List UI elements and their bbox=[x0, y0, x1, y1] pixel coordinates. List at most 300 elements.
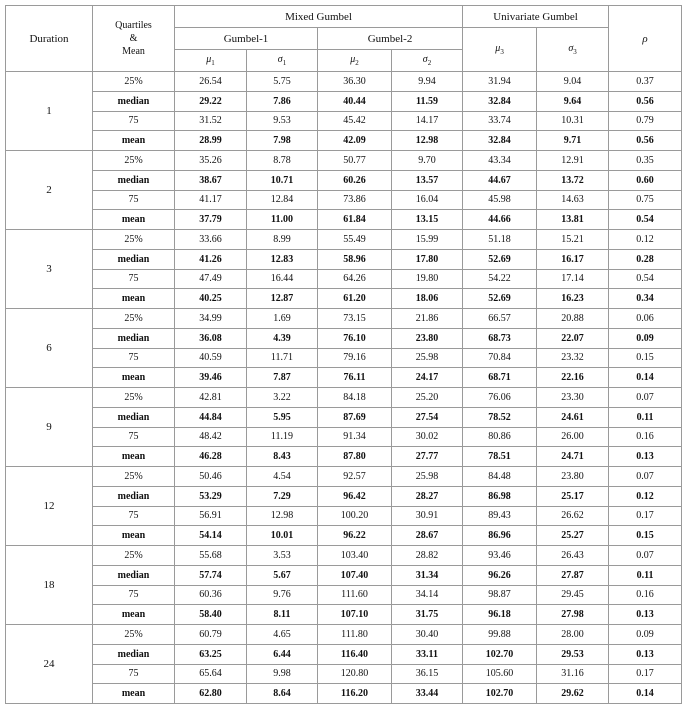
statistic-label: mean bbox=[93, 447, 175, 467]
sigma2-header: $\sigma_2$ bbox=[392, 50, 463, 72]
mu3-cell: 52.69 bbox=[463, 249, 537, 269]
table-row bbox=[6, 625, 682, 645]
sigma2-cell: 33.44 bbox=[392, 684, 463, 704]
mu2-cell: 58.96 bbox=[318, 249, 392, 269]
table-row bbox=[6, 210, 682, 230]
mu2-cell: 64.26 bbox=[318, 269, 392, 289]
mu3-cell: 33.74 bbox=[463, 111, 537, 131]
sigma2-cell: 30.02 bbox=[392, 427, 463, 447]
duration-cell: 2 bbox=[6, 151, 93, 230]
mu2-cell: 91.34 bbox=[318, 427, 392, 447]
table-row bbox=[6, 249, 682, 269]
table-row bbox=[6, 91, 682, 111]
table-row bbox=[6, 526, 682, 546]
mu2-cell: 92.57 bbox=[318, 467, 392, 487]
sigma3-cell: 10.31 bbox=[537, 111, 609, 131]
univariate-gumbel-header: Univariate Gumbel bbox=[463, 6, 609, 28]
rho-cell: 0.54 bbox=[609, 269, 682, 289]
mu3-cell: 44.66 bbox=[463, 210, 537, 230]
quartiles-mean-header: Quartiles & Mean bbox=[93, 6, 175, 72]
rho-cell: 0.12 bbox=[609, 230, 682, 250]
statistic-label: 25% bbox=[93, 72, 175, 92]
sigma2-cell: 24.17 bbox=[392, 368, 463, 388]
statistic-label: 75 bbox=[93, 506, 175, 526]
sigma2-cell: 30.91 bbox=[392, 506, 463, 526]
mu1-cell: 63.25 bbox=[175, 644, 247, 664]
mu2-cell: 60.26 bbox=[318, 170, 392, 190]
mu2-cell: 84.18 bbox=[318, 388, 392, 408]
mu3-cell: 102.70 bbox=[463, 684, 537, 704]
sigma1-cell: 7.98 bbox=[247, 131, 318, 151]
sigma2-cell: 31.75 bbox=[392, 605, 463, 625]
sigma3-cell: 22.07 bbox=[537, 328, 609, 348]
statistic-label: median bbox=[93, 644, 175, 664]
mu2-cell: 100.20 bbox=[318, 506, 392, 526]
rho-cell: 0.13 bbox=[609, 644, 682, 664]
mu2-cell: 107.10 bbox=[318, 605, 392, 625]
sigma3-cell: 24.61 bbox=[537, 407, 609, 427]
mu3-cell: 86.98 bbox=[463, 486, 537, 506]
mu1-cell: 41.26 bbox=[175, 249, 247, 269]
rho-cell: 0.17 bbox=[609, 506, 682, 526]
mu1-cell: 50.46 bbox=[175, 467, 247, 487]
sigma1-cell: 4.65 bbox=[247, 625, 318, 645]
table-row bbox=[6, 230, 682, 250]
mu1-cell: 62.80 bbox=[175, 684, 247, 704]
table-row bbox=[6, 506, 682, 526]
mu2-cell: 116.40 bbox=[318, 644, 392, 664]
mu2-header: $\mu_2$ bbox=[318, 50, 392, 72]
statistic-label: mean bbox=[93, 131, 175, 151]
mu1-cell: 36.08 bbox=[175, 328, 247, 348]
mu2-cell: 107.40 bbox=[318, 565, 392, 585]
mu1-cell: 31.52 bbox=[175, 111, 247, 131]
sigma1-cell: 4.54 bbox=[247, 467, 318, 487]
statistic-label: median bbox=[93, 91, 175, 111]
rho-cell: 0.11 bbox=[609, 565, 682, 585]
sigma1-cell: 10.01 bbox=[247, 526, 318, 546]
sigma1-cell: 11.19 bbox=[247, 427, 318, 447]
sigma3-cell: 12.91 bbox=[537, 151, 609, 171]
mu3-cell: 99.88 bbox=[463, 625, 537, 645]
duration-cell: 18 bbox=[6, 546, 93, 625]
duration-cell: 6 bbox=[6, 309, 93, 388]
mu1-cell: 40.25 bbox=[175, 289, 247, 309]
mu3-cell: 93.46 bbox=[463, 546, 537, 566]
table-row bbox=[6, 111, 682, 131]
sigma1-cell: 8.43 bbox=[247, 447, 318, 467]
sigma3-cell: 9.64 bbox=[537, 91, 609, 111]
table-row bbox=[6, 565, 682, 585]
statistic-label: 75 bbox=[93, 190, 175, 210]
sigma2-cell: 19.80 bbox=[392, 269, 463, 289]
mu2-cell: 96.42 bbox=[318, 486, 392, 506]
table-row bbox=[6, 309, 682, 329]
sigma3-cell: 25.17 bbox=[537, 486, 609, 506]
table-row bbox=[6, 585, 682, 605]
mu1-header: $\mu_1$ bbox=[175, 50, 247, 72]
sigma2-cell: 34.14 bbox=[392, 585, 463, 605]
mu3-cell: 54.22 bbox=[463, 269, 537, 289]
sigma2-cell: 15.99 bbox=[392, 230, 463, 250]
mu3-cell: 96.18 bbox=[463, 605, 537, 625]
statistic-label: 75 bbox=[93, 427, 175, 447]
statistic-label: 25% bbox=[93, 546, 175, 566]
rho-cell: 0.60 bbox=[609, 170, 682, 190]
mu2-cell: 45.42 bbox=[318, 111, 392, 131]
mixed-gumbel-header: Mixed Gumbel bbox=[175, 6, 463, 28]
rho-cell: 0.09 bbox=[609, 625, 682, 645]
mu2-cell: 73.86 bbox=[318, 190, 392, 210]
sigma2-cell: 21.86 bbox=[392, 309, 463, 329]
mu1-cell: 44.84 bbox=[175, 407, 247, 427]
mu2-cell: 111.60 bbox=[318, 585, 392, 605]
mu3-cell: 70.84 bbox=[463, 348, 537, 368]
sigma2-cell: 18.06 bbox=[392, 289, 463, 309]
sigma1-cell: 7.86 bbox=[247, 91, 318, 111]
rho-cell: 0.56 bbox=[609, 91, 682, 111]
sigma2-cell: 23.80 bbox=[392, 328, 463, 348]
sigma3-cell: 25.27 bbox=[537, 526, 609, 546]
mu1-cell: 60.36 bbox=[175, 585, 247, 605]
statistic-label: median bbox=[93, 170, 175, 190]
statistic-label: 75 bbox=[93, 111, 175, 131]
rho-cell: 0.28 bbox=[609, 249, 682, 269]
sigma1-cell: 10.71 bbox=[247, 170, 318, 190]
rho-cell: 0.17 bbox=[609, 664, 682, 684]
sigma3-cell: 23.80 bbox=[537, 467, 609, 487]
sigma2-cell: 28.82 bbox=[392, 546, 463, 566]
rho-cell: 0.35 bbox=[609, 151, 682, 171]
rho-cell: 0.09 bbox=[609, 328, 682, 348]
mu2-cell: 50.77 bbox=[318, 151, 392, 171]
sigma3-cell: 23.30 bbox=[537, 388, 609, 408]
table-row bbox=[6, 684, 682, 704]
statistic-label: 25% bbox=[93, 151, 175, 171]
statistic-label: median bbox=[93, 486, 175, 506]
mu1-cell: 46.28 bbox=[175, 447, 247, 467]
mu2-cell: 111.80 bbox=[318, 625, 392, 645]
statistic-label: median bbox=[93, 328, 175, 348]
rho-cell: 0.16 bbox=[609, 427, 682, 447]
table-row bbox=[6, 368, 682, 388]
sigma3-cell: 27.87 bbox=[537, 565, 609, 585]
duration-header: Duration bbox=[6, 6, 93, 72]
sigma1-cell: 5.67 bbox=[247, 565, 318, 585]
mu1-cell: 47.49 bbox=[175, 269, 247, 289]
mu1-cell: 53.29 bbox=[175, 486, 247, 506]
mu3-cell: 66.57 bbox=[463, 309, 537, 329]
mu3-cell: 80.86 bbox=[463, 427, 537, 447]
mu2-cell: 36.30 bbox=[318, 72, 392, 92]
mu3-cell: 102.70 bbox=[463, 644, 537, 664]
mu2-cell: 116.20 bbox=[318, 684, 392, 704]
rho-cell: 0.56 bbox=[609, 131, 682, 151]
mu1-cell: 33.66 bbox=[175, 230, 247, 250]
mu2-cell: 76.10 bbox=[318, 328, 392, 348]
mu2-cell: 55.49 bbox=[318, 230, 392, 250]
mu1-cell: 26.54 bbox=[175, 72, 247, 92]
table-row bbox=[6, 407, 682, 427]
sigma3-cell: 29.53 bbox=[537, 644, 609, 664]
sigma1-cell: 8.99 bbox=[247, 230, 318, 250]
sigma2-cell: 28.67 bbox=[392, 526, 463, 546]
sigma3-cell: 22.16 bbox=[537, 368, 609, 388]
mu2-cell: 79.16 bbox=[318, 348, 392, 368]
mu3-cell: 89.43 bbox=[463, 506, 537, 526]
gumbel1-header: Gumbel-1 bbox=[175, 28, 318, 50]
table-row bbox=[6, 605, 682, 625]
mu2-cell: 61.20 bbox=[318, 289, 392, 309]
sigma3-cell: 31.16 bbox=[537, 664, 609, 684]
rho-cell: 0.79 bbox=[609, 111, 682, 131]
sigma3-cell: 26.62 bbox=[537, 506, 609, 526]
statistic-label: 25% bbox=[93, 309, 175, 329]
mu1-cell: 38.67 bbox=[175, 170, 247, 190]
sigma2-cell: 33.11 bbox=[392, 644, 463, 664]
sigma2-cell: 13.15 bbox=[392, 210, 463, 230]
statistic-label: median bbox=[93, 565, 175, 585]
mu2-cell: 103.40 bbox=[318, 546, 392, 566]
duration-cell: 3 bbox=[6, 230, 93, 309]
mu1-cell: 54.14 bbox=[175, 526, 247, 546]
table-row bbox=[6, 289, 682, 309]
sigma1-cell: 6.44 bbox=[247, 644, 318, 664]
statistic-label: median bbox=[93, 407, 175, 427]
sigma1-cell: 11.00 bbox=[247, 210, 318, 230]
rho-cell: 0.07 bbox=[609, 467, 682, 487]
mu1-cell: 57.74 bbox=[175, 565, 247, 585]
mu3-cell: 96.26 bbox=[463, 565, 537, 585]
sigma1-cell: 12.87 bbox=[247, 289, 318, 309]
statistic-label: 25% bbox=[93, 625, 175, 645]
sigma1-cell: 4.39 bbox=[247, 328, 318, 348]
table-row bbox=[6, 427, 682, 447]
statistic-label: mean bbox=[93, 684, 175, 704]
table-row bbox=[6, 170, 682, 190]
sigma3-cell: 16.17 bbox=[537, 249, 609, 269]
rho-cell: 0.37 bbox=[609, 72, 682, 92]
sigma3-cell: 16.23 bbox=[537, 289, 609, 309]
table-row bbox=[6, 72, 682, 92]
rho-cell: 0.16 bbox=[609, 585, 682, 605]
mu2-cell: 87.69 bbox=[318, 407, 392, 427]
rho-header: ρ bbox=[609, 6, 682, 72]
sigma3-cell: 29.45 bbox=[537, 585, 609, 605]
duration-cell: 24 bbox=[6, 625, 93, 704]
mu2-cell: 120.80 bbox=[318, 664, 392, 684]
sigma2-cell: 28.27 bbox=[392, 486, 463, 506]
mu3-cell: 76.06 bbox=[463, 388, 537, 408]
sigma1-cell: 3.22 bbox=[247, 388, 318, 408]
sigma3-cell: 29.62 bbox=[537, 684, 609, 704]
mu1-cell: 39.46 bbox=[175, 368, 247, 388]
mu2-cell: 96.22 bbox=[318, 526, 392, 546]
sigma3-cell: 17.14 bbox=[537, 269, 609, 289]
sigma2-cell: 27.77 bbox=[392, 447, 463, 467]
mu3-header: $\mu_3$ bbox=[463, 28, 537, 72]
sigma2-cell: 12.98 bbox=[392, 131, 463, 151]
statistic-label: mean bbox=[93, 526, 175, 546]
duration-cell: 1 bbox=[6, 72, 93, 151]
rho-cell: 0.15 bbox=[609, 348, 682, 368]
table-row bbox=[6, 328, 682, 348]
rho-cell: 0.12 bbox=[609, 486, 682, 506]
statistic-label: mean bbox=[93, 289, 175, 309]
sigma1-cell: 11.71 bbox=[247, 348, 318, 368]
sigma2-cell: 31.34 bbox=[392, 565, 463, 585]
sigma3-cell: 26.43 bbox=[537, 546, 609, 566]
duration-cell: 12 bbox=[6, 467, 93, 546]
table-row bbox=[6, 644, 682, 664]
sigma3-cell: 26.00 bbox=[537, 427, 609, 447]
sigma1-cell: 12.83 bbox=[247, 249, 318, 269]
statistic-label: 75 bbox=[93, 269, 175, 289]
sigma1-header: $\sigma_1$ bbox=[247, 50, 318, 72]
mu3-cell: 84.48 bbox=[463, 467, 537, 487]
sigma3-cell: 27.98 bbox=[537, 605, 609, 625]
table-header bbox=[6, 6, 682, 72]
mu3-cell: 45.98 bbox=[463, 190, 537, 210]
table-row bbox=[6, 388, 682, 408]
mu1-cell: 65.64 bbox=[175, 664, 247, 684]
mu3-cell: 31.94 bbox=[463, 72, 537, 92]
mu3-cell: 51.18 bbox=[463, 230, 537, 250]
mu3-cell: 68.71 bbox=[463, 368, 537, 388]
statistic-label: 75 bbox=[93, 664, 175, 684]
statistic-label: median bbox=[93, 249, 175, 269]
mu2-cell: 73.15 bbox=[318, 309, 392, 329]
sigma2-cell: 25.98 bbox=[392, 467, 463, 487]
duration-cell: 9 bbox=[6, 388, 93, 467]
mu1-cell: 28.99 bbox=[175, 131, 247, 151]
sigma3-cell: 24.71 bbox=[537, 447, 609, 467]
sigma2-cell: 36.15 bbox=[392, 664, 463, 684]
mu3-cell: 78.51 bbox=[463, 447, 537, 467]
sigma1-cell: 5.95 bbox=[247, 407, 318, 427]
mu1-cell: 35.26 bbox=[175, 151, 247, 171]
rho-cell: 0.75 bbox=[609, 190, 682, 210]
sigma1-cell: 7.87 bbox=[247, 368, 318, 388]
mu1-cell: 48.42 bbox=[175, 427, 247, 447]
mu2-cell: 42.09 bbox=[318, 131, 392, 151]
table-row bbox=[6, 131, 682, 151]
statistic-label: 25% bbox=[93, 230, 175, 250]
sigma2-cell: 30.40 bbox=[392, 625, 463, 645]
sigma1-cell: 1.69 bbox=[247, 309, 318, 329]
sigma1-cell: 16.44 bbox=[247, 269, 318, 289]
sigma1-cell: 12.98 bbox=[247, 506, 318, 526]
sigma1-cell: 3.53 bbox=[247, 546, 318, 566]
rho-cell: 0.34 bbox=[609, 289, 682, 309]
statistic-label: mean bbox=[93, 210, 175, 230]
rho-cell: 0.13 bbox=[609, 447, 682, 467]
sigma1-cell: 9.98 bbox=[247, 664, 318, 684]
mu1-cell: 40.59 bbox=[175, 348, 247, 368]
mu3-cell: 52.69 bbox=[463, 289, 537, 309]
rho-cell: 0.14 bbox=[609, 368, 682, 388]
rho-cell: 0.07 bbox=[609, 546, 682, 566]
rho-cell: 0.13 bbox=[609, 605, 682, 625]
sigma3-header: $\sigma_3$ bbox=[537, 28, 609, 72]
rho-cell: 0.15 bbox=[609, 526, 682, 546]
sigma2-cell: 17.80 bbox=[392, 249, 463, 269]
statistic-label: mean bbox=[93, 605, 175, 625]
statistic-label: 25% bbox=[93, 388, 175, 408]
mu3-cell: 43.34 bbox=[463, 151, 537, 171]
table-row bbox=[6, 486, 682, 506]
gumbel-statistics-table bbox=[5, 5, 682, 704]
mu1-cell: 37.79 bbox=[175, 210, 247, 230]
gumbel2-header: Gumbel-2 bbox=[318, 28, 463, 50]
sigma3-cell: 13.81 bbox=[537, 210, 609, 230]
mu2-cell: 40.44 bbox=[318, 91, 392, 111]
mu3-cell: 98.87 bbox=[463, 585, 537, 605]
table-container bbox=[5, 5, 681, 704]
sigma2-cell: 25.98 bbox=[392, 348, 463, 368]
mu3-cell: 44.67 bbox=[463, 170, 537, 190]
rho-cell: 0.06 bbox=[609, 309, 682, 329]
sigma1-cell: 8.64 bbox=[247, 684, 318, 704]
rho-cell: 0.11 bbox=[609, 407, 682, 427]
table-row bbox=[6, 447, 682, 467]
sigma1-cell: 5.75 bbox=[247, 72, 318, 92]
table-row bbox=[6, 151, 682, 171]
sigma3-cell: 14.63 bbox=[537, 190, 609, 210]
sigma2-cell: 25.20 bbox=[392, 388, 463, 408]
mu1-cell: 41.17 bbox=[175, 190, 247, 210]
table-row bbox=[6, 190, 682, 210]
sigma3-cell: 13.72 bbox=[537, 170, 609, 190]
sigma2-cell: 27.54 bbox=[392, 407, 463, 427]
sigma3-cell: 23.32 bbox=[537, 348, 609, 368]
sigma3-cell: 20.88 bbox=[537, 309, 609, 329]
sigma3-cell: 15.21 bbox=[537, 230, 609, 250]
mu2-cell: 87.80 bbox=[318, 447, 392, 467]
mu3-cell: 32.84 bbox=[463, 91, 537, 111]
sigma2-cell: 14.17 bbox=[392, 111, 463, 131]
mu3-cell: 32.84 bbox=[463, 131, 537, 151]
mu1-cell: 29.22 bbox=[175, 91, 247, 111]
table-row bbox=[6, 546, 682, 566]
mu2-cell: 61.84 bbox=[318, 210, 392, 230]
sigma1-cell: 9.53 bbox=[247, 111, 318, 131]
sigma1-cell: 12.84 bbox=[247, 190, 318, 210]
sigma3-cell: 9.04 bbox=[537, 72, 609, 92]
table-row bbox=[6, 664, 682, 684]
sigma3-cell: 28.00 bbox=[537, 625, 609, 645]
mu1-cell: 55.68 bbox=[175, 546, 247, 566]
sigma1-cell: 8.11 bbox=[247, 605, 318, 625]
statistic-label: mean bbox=[93, 368, 175, 388]
sigma1-cell: 8.78 bbox=[247, 151, 318, 171]
sigma1-cell: 9.76 bbox=[247, 585, 318, 605]
sigma1-cell: 7.29 bbox=[247, 486, 318, 506]
sigma2-cell: 9.94 bbox=[392, 72, 463, 92]
mu1-cell: 58.40 bbox=[175, 605, 247, 625]
mu1-cell: 60.79 bbox=[175, 625, 247, 645]
rho-cell: 0.07 bbox=[609, 388, 682, 408]
table-row bbox=[6, 467, 682, 487]
mu3-cell: 78.52 bbox=[463, 407, 537, 427]
mu1-cell: 34.99 bbox=[175, 309, 247, 329]
table-body bbox=[6, 72, 682, 704]
statistic-label: 75 bbox=[93, 585, 175, 605]
sigma2-cell: 11.59 bbox=[392, 91, 463, 111]
sigma2-cell: 13.57 bbox=[392, 170, 463, 190]
sigma2-cell: 16.04 bbox=[392, 190, 463, 210]
sigma2-cell: 9.70 bbox=[392, 151, 463, 171]
